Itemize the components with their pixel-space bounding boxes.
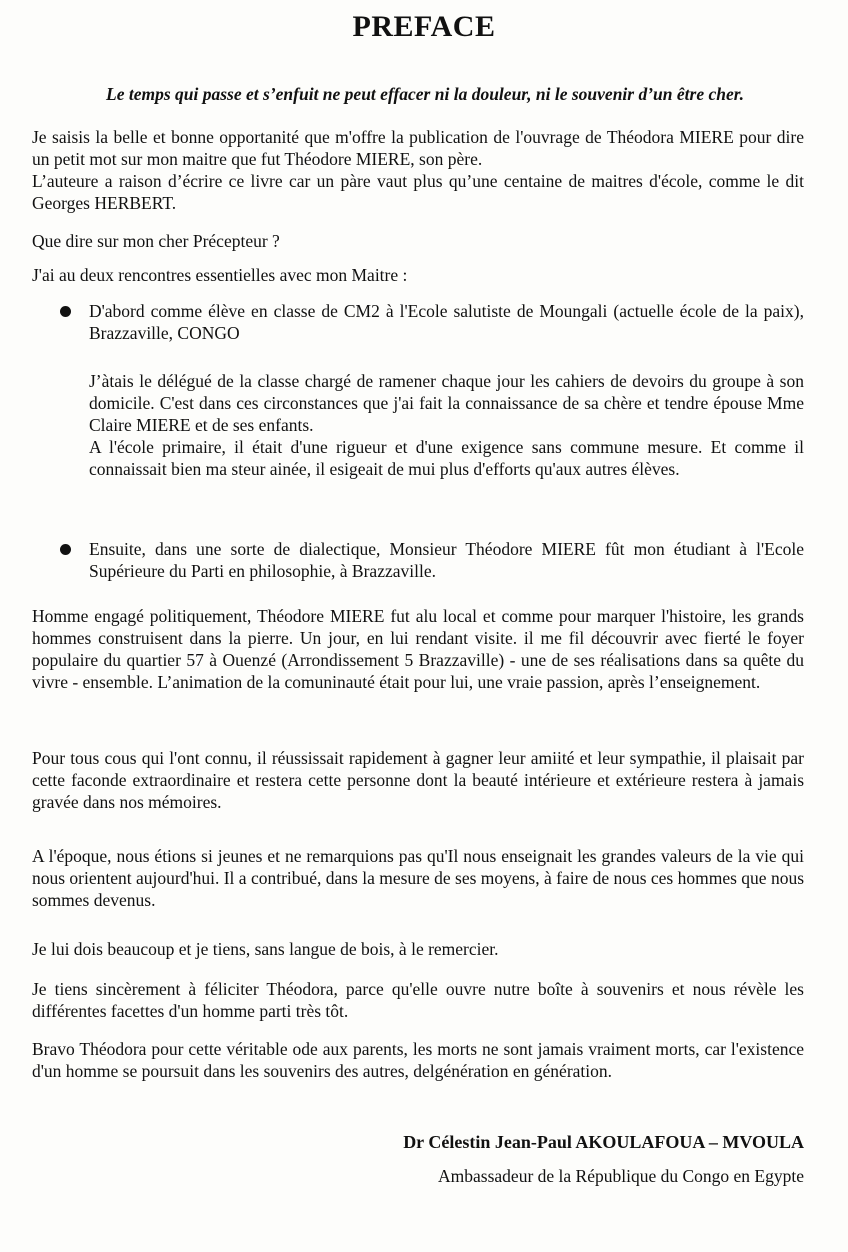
bullet-icon [60, 306, 71, 317]
paragraph-politics: Homme engagé politiquement, Théodore MIERE fut alu local et comme pour marquer l'histoire, les grands hommes construisent dans la pierre. Un jour, en lui rendant visite. il me fil découvrir avec fierté le foyer populaire du quartier 57 à Ouenzé (Arrondissement 5 Brazzaville) - une de ses réalisations dans sa quête du vivre - ensemble. L’animation de la comuninauté était pour lui, une vraie passion, après l’enseignement. [32, 606, 804, 692]
epigraph: Le temps qui passe et s’enfuit ne peut effacer ni la douleur, ni le souvenir d’un être cher. [106, 84, 744, 104]
paragraph-question: Que dire sur mon cher Précepteur ? [32, 231, 280, 251]
paragraph-intro-1: Je saisis la belle et bonne opportanité que m'offre la publication de l'ouvrage de Théodora MIERE pour dire un petit mot sur mon maitre que fut Théodore MIERE, son père. [32, 127, 804, 169]
bullet-item-1-detail-2: A l'école primaire, il était d'une rigueur et d'une exigence sans commune mesure. Et comme il connaissait bien ma steur ainée, il esigeait de mui plus d'efforts qu'aux autres élèves. [89, 437, 804, 479]
paragraph-friendship: Pour tous cous qui l'ont connu, il réussissait rapidement à gagner leur amiité et leur sympathie, il plaisait par cette faconde extraordinaire et restera cette personne dont la beauté intérieure et extérieure restera à jamais gravée dans nos mémoires. [32, 748, 804, 812]
paragraph-intro-2: L’auteure a raison d’écrire ce livre car un pàre vaut plus qu’une centaine de maitres d'école, comme le dit Georges HERBERT. [32, 171, 804, 213]
bullet-item-1-detail-1: J’àtais le délégué de la classe chargé de ramener chaque jour les cahiers de devoirs du groupe à son domicile. C'est dans ces circonstances que j'ai fait la connaissance de sa chère et tendre épouse Mme Claire MIERE et de ses enfants. [89, 371, 804, 435]
page-title: PREFACE [352, 10, 496, 43]
paragraph-encounters-intro: J'ai au deux rencontres essentielles avec mon Maitre : [32, 265, 408, 285]
bullet-item-2: Ensuite, dans une sorte de dialectique, Monsieur Théodore MIERE fût mon étudiant à l'Ecole Supérieure du Parti en philosophie, à Brazzaville. [89, 539, 804, 581]
paragraph-bravo: Bravo Théodora pour cette véritable ode aux parents, les morts ne sont jamais vraiment morts, car l'existence d'un homme se poursuit dans les souvenirs des autres, delgénération en génération. [32, 1039, 804, 1081]
paragraph-era: A l'époque, nous étions si jeunes et ne remarquions pas qu'Il nous enseignait les grandes valeurs de la vie qui nous orientent aujourd'hui. Il a contribué, dans la mesure de ses moyens, à faire de nous ces hommes que nous sommes devenus. [32, 846, 804, 910]
signature-title: Ambassadeur de la République du Congo en Egypte [438, 1166, 804, 1186]
paragraph-intro [32, 126, 804, 214]
bullet-icon [60, 544, 71, 555]
paragraph-congrats: Je tiens sincèrement à féliciter Théodora, parce qu'elle ouvre nutre boîte à souvenirs et nous révèle les différentes facettes d'un homme parti très tôt. [32, 979, 804, 1021]
bullet-item-1: D'abord comme élève en classe de CM2 à l'Ecole salutiste de Moungali (actuelle école de la paix), Brazzaville, CONGO [89, 301, 804, 343]
signature-name: Dr Célestin Jean-Paul AKOULAFOUA – MVOULA [403, 1132, 804, 1152]
paragraph-thanks: Je lui dois beaucoup et je tiens, sans langue de bois, à le remercier. [32, 939, 499, 959]
bullet-item-1-detail [89, 370, 804, 480]
